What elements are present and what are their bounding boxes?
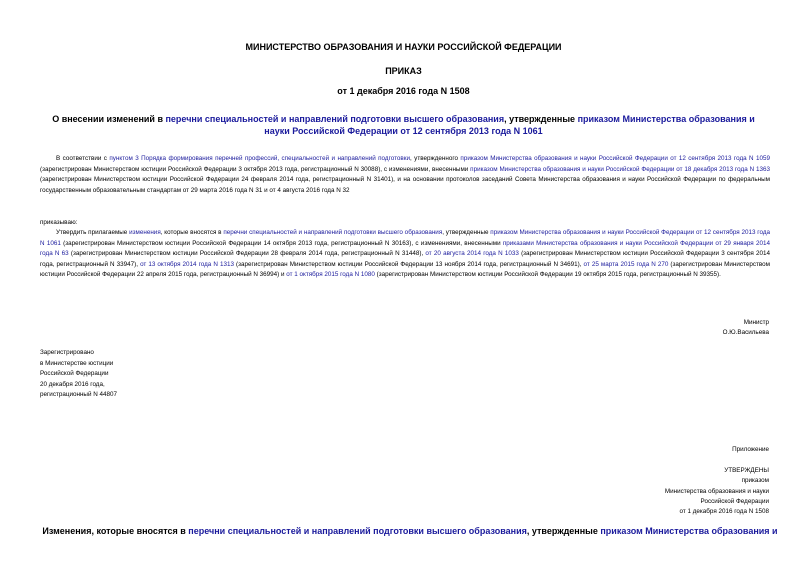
appendix-label: Приложение: [732, 446, 769, 453]
link-order-270[interactable]: от 25 марта 2015 года N 270: [583, 260, 669, 268]
paragraph-text: (зарегистрирован Министерством юстиции Российской Федерации 14 октября 2013 года, регистрационный N 30163), с изменениями, внесенными: [60, 239, 503, 247]
changes-title-link-lists[interactable]: перечни специальностей и направлений подготовки высшего образования: [188, 526, 527, 536]
paragraph-text: , утвержденные: [442, 229, 491, 236]
title-text: О внесении изменений в: [52, 114, 166, 124]
registration-line: Российской Федерации: [40, 370, 109, 377]
registration-line: в Министерстве юстиции: [40, 359, 114, 367]
approved-line: приказом: [741, 477, 769, 485]
registration-line: регистрационный N 44807: [40, 391, 118, 398]
registration-line: 20 декабря 2016 года,: [40, 380, 105, 388]
registration-line: Зарегистрировано: [40, 349, 94, 356]
signature-position: Министр: [743, 319, 769, 326]
paragraph-text: Утвердить прилагаемые: [56, 229, 130, 236]
link-order-1313[interactable]: от 13 октября 2014 года N 1313: [140, 260, 234, 268]
paragraph-basis: [40, 154, 770, 196]
approved-line: Российской Федерации: [700, 497, 769, 505]
ministry-heading: МИНИСТЕРСТВО ОБРАЗОВАНИЯ И НАУКИ РОССИЙСКОЙ ФЕДЕРАЦИИ: [245, 42, 562, 52]
doc-date-number: от 1 декабря 2016 года N 1508: [337, 86, 470, 96]
signature-name: О.Ю.Васильева: [722, 329, 769, 336]
document-title: [40, 113, 767, 137]
paragraph-text: , которые вносятся в: [160, 229, 224, 236]
link-order-1033[interactable]: от 20 августа 2014 года N 1033: [425, 250, 519, 257]
link-order-1080[interactable]: от 1 октября 2015 года N 1080: [286, 271, 375, 278]
link-order-63[interactable]: приказами Министерства образования и науки Российской Федерации от 29 января 2014 года N 63: [40, 239, 770, 257]
changes-title: [40, 525, 780, 537]
paragraph-text: (зарегистрирован Министерством юстиции Российской Федерации 3 октября 2013 года, регистрационный N 30088), с изменениями, внесенными: [40, 165, 471, 173]
signature-block: [723, 318, 769, 338]
order-word: приказываю:: [40, 219, 78, 226]
paragraph-text: (зарегистрирован Министерством юстиции Российской Федерации 22 апреля 2015 года, регистрационный N 36994) и: [40, 260, 770, 278]
paragraph-approve: [40, 228, 770, 281]
paragraph-text: (зарегистрирован Министерством юстиции Российской Федерации 3 сентября 2014 года, регистрационный N 33947),: [40, 250, 770, 268]
approved-line: УТВЕРЖДЕНЫ: [724, 467, 769, 474]
title-text: , утвержденные: [504, 114, 578, 124]
paragraph-text: (зарегистрирован Министерством юстиции Российской Федерации 19 октября 2015 года, регистрационный N 39355).: [374, 271, 721, 278]
title-link-lists[interactable]: перечни специальностей и направлений подготовки высшего образования: [165, 114, 505, 124]
approved-block: [665, 466, 769, 517]
link-order-1363[interactable]: приказом Министерства образования и науки Российской Федерации от 18 декабря 2013 года N 1363: [470, 165, 770, 173]
changes-title-text: Изменения, которые вносятся в: [42, 526, 189, 536]
link-order-1061[interactable]: приказом Министерства образования и науки Российской Федерации от 12 сентября 2013 года N 1061: [40, 229, 770, 247]
link-lists[interactable]: перечни специальностей и направлений подготовки высшего образования: [223, 229, 443, 236]
changes-title-link-order[interactable]: приказом Министерства образования и: [600, 526, 778, 536]
link-procedure-point-3[interactable]: пунктом 3 Порядка формирования перечней профессий, специальностей и направлений подготовки: [109, 155, 411, 162]
paragraph-text: (зарегистрирован Министерством юстиции Российской Федерации 24 февраля 2014 года, регистрационный N 31401), и на основании протоколов заседаний Совета Министерства образования и науки Российской Федерации по федеральным государственным образовательным стандартам от 29 марта 2016 года N 31 и от 4 августа 2016 года N 32: [40, 176, 770, 194]
paragraph-text: В соответствии с: [56, 155, 110, 162]
paragraph-text: , утвержденного: [410, 155, 461, 162]
title-link-order-1061[interactable]: приказом Министерства образования и науки Российской Федерации от 12 сентября 2013 года N 1061: [264, 114, 755, 136]
approved-line: Министерства образования и науки: [664, 487, 769, 495]
registration-block: [40, 348, 117, 401]
paragraph-text: (зарегистрирован Министерством юстиции Российской Федерации 28 февраля 2014 года, регистрационный N 31448),: [68, 250, 426, 257]
paragraph-text: (зарегистрирован Министерством юстиции Российской Федерации 13 ноября 2014 года, регистрационный N 34691),: [233, 260, 584, 268]
link-order-1059[interactable]: приказом Министерства образования и науки Российской Федерации от 12 сентября 2013 года N 1059: [460, 155, 771, 162]
doc-type-heading: ПРИКАЗ: [385, 66, 422, 76]
approved-line: от 1 декабря 2016 года N 1508: [679, 508, 769, 516]
changes-title-text: , утвержденные: [526, 526, 601, 536]
link-changes[interactable]: изменения: [129, 229, 161, 236]
